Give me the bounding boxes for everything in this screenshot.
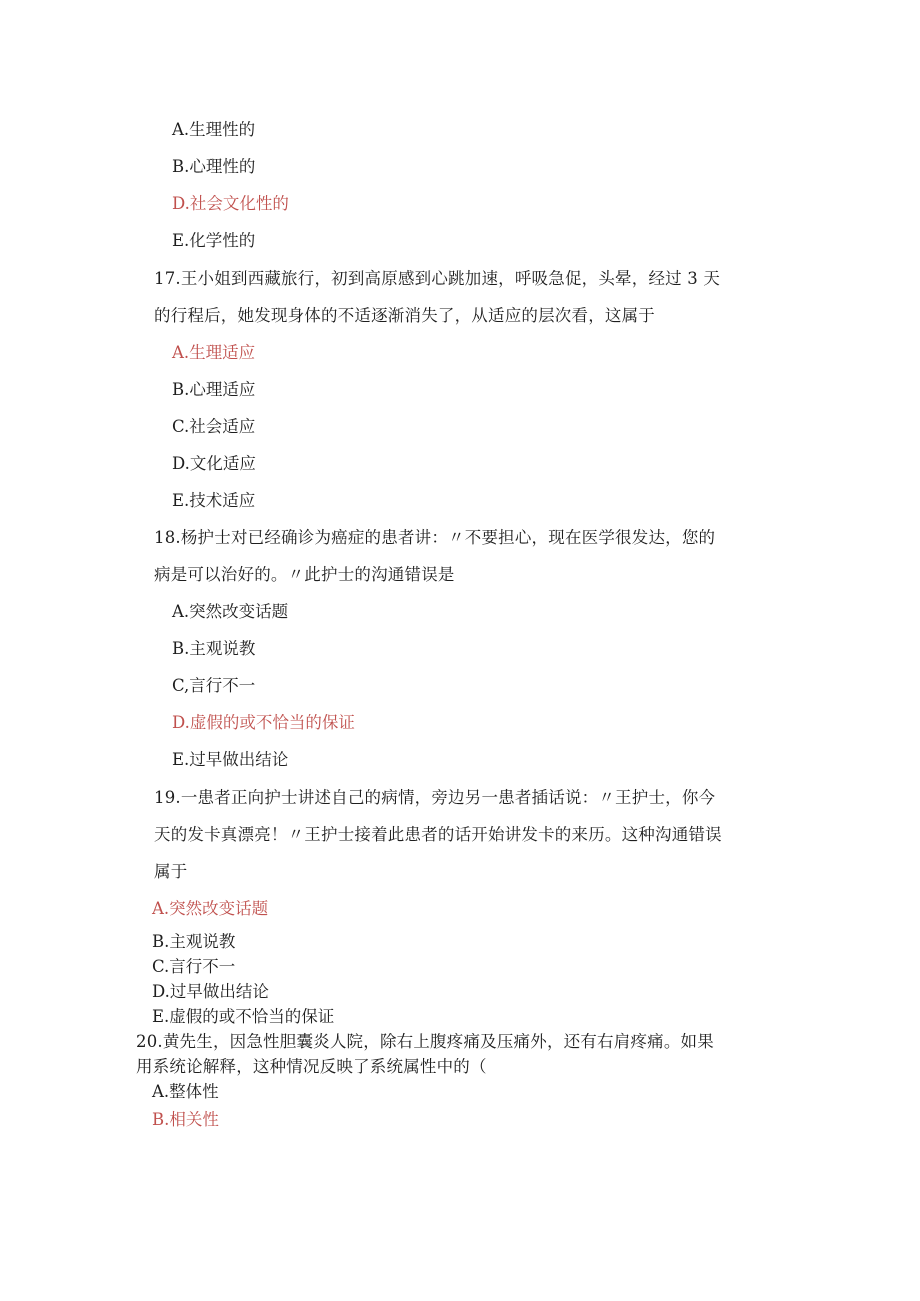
q17-question-line2: 的行程后，她发现身体的不适逐渐消失了，从适应的层次看，这属于 — [154, 306, 655, 325]
q19-option-d: D.过早做出结论 — [152, 982, 269, 1001]
q18-question-line1: 18.杨护士对已经确诊为癌症的患者讲：〃不要担心，现在医学很发达，您的 — [154, 528, 716, 547]
q16-option-a: A.生理性的 — [172, 120, 256, 139]
q17-option-c: C.社会适应 — [172, 417, 256, 436]
q20-option-b-answer: B.相关性 — [152, 1110, 219, 1129]
q17-option-e: E.技术适应 — [172, 491, 256, 510]
q19-option-a-answer: A.突然改变话题 — [152, 899, 269, 918]
q19-question-line3: 属于 — [154, 862, 188, 881]
q16-option-d-answer: D.社会文化性的 — [172, 194, 289, 213]
q16-option-e: E.化学性的 — [172, 231, 256, 250]
q16-option-b: B.心理性的 — [172, 157, 256, 176]
q20-question-line2: 用系统论解释，这种情况反映了系统属性中的（ — [136, 1057, 487, 1076]
q18-option-c: C,言行不一 — [172, 676, 256, 695]
q19-option-b: B.主观说教 — [152, 932, 236, 951]
q17-question-line1: 17.王小姐到西藏旅行，初到高原感到心跳加速，呼吸急促，头晕，经过 3 天 — [154, 269, 721, 288]
q19-option-e: E.虚假的或不恰当的保证 — [152, 1007, 335, 1026]
q19-option-c: C.言行不一 — [152, 957, 236, 976]
q18-option-d-answer: D.虚假的或不恰当的保证 — [172, 713, 355, 732]
q17-option-b: B.心理适应 — [172, 380, 256, 399]
q19-question-line2: 天的发卡真漂亮！〃王护士接着此患者的话开始讲发卡的来历。这种沟通错误 — [154, 825, 722, 844]
q20-option-a: A.整体性 — [152, 1082, 219, 1101]
q17-option-d: D.文化适应 — [172, 454, 256, 473]
q19-question-line1: 19.一患者正向护士讲述自己的病情，旁边另一患者插话说：〃王护士，你今 — [154, 788, 716, 807]
q18-option-e: E.过早做出结论 — [172, 750, 289, 769]
q20-question-line1: 20.黄先生，因急性胆囊炎人院，除右上腹疼痛及压痛外，还有右肩疼痛。如果 — [136, 1032, 714, 1051]
q18-option-b: B.主观说教 — [172, 639, 256, 658]
q18-question-line2: 病是可以治好的。〃此护士的沟通错误是 — [154, 565, 455, 584]
q17-option-a-answer: A.生理适应 — [172, 343, 256, 362]
q18-option-a: A.突然改变话题 — [172, 602, 289, 621]
